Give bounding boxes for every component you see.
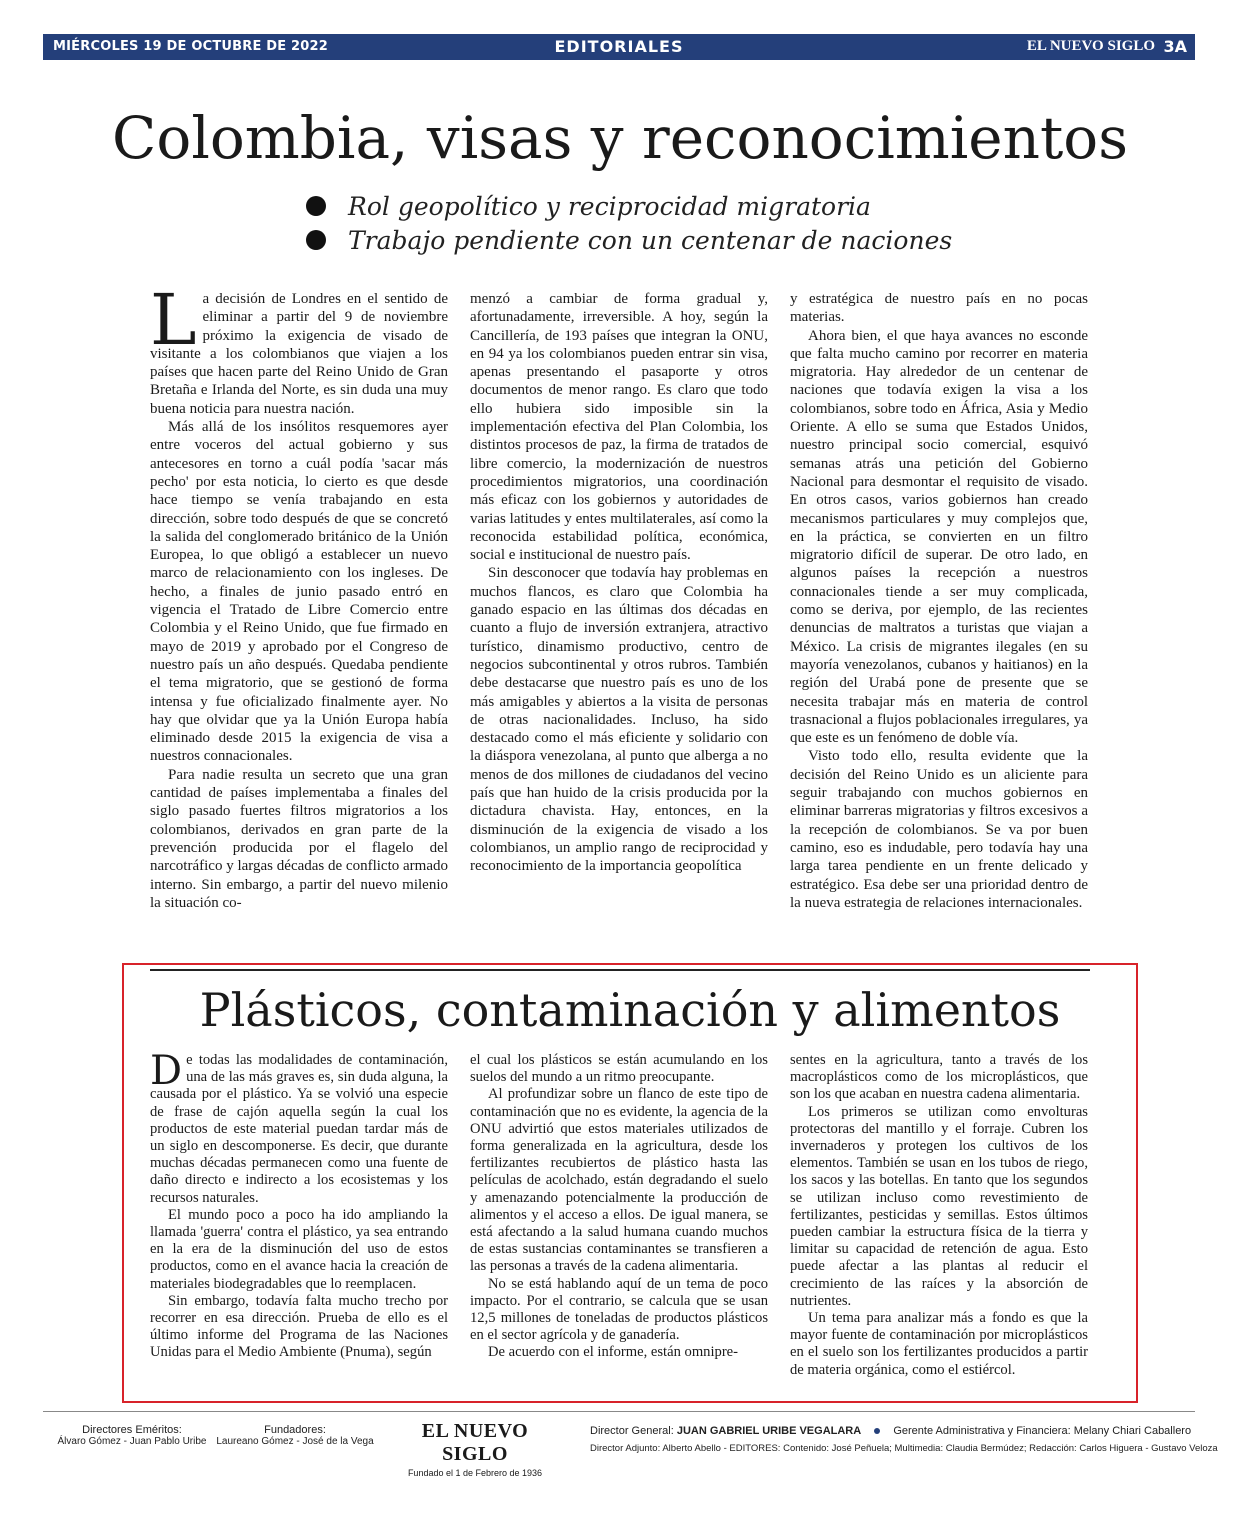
paragraph-text: e todas las modalidades de contaminación, una de las más graves es, sin duda alguna, la causada por el plástico. Ya se volvió una especie de frase de cajón aquella según la cual los productos de este material puedan tardar más de un siglo en descomponerse. Es decir, que durante muchas décadas permanecen como una fuente de daño directo e indirecto a los ecosistemas y los recursos naturales. [150,1052,448,1206]
editorial-2-column-3 [790,1052,1088,1379]
editorial-1-title: Colombia, visas y reconocimientos [112,104,1128,172]
paragraph: Más allá de los insólitos resquemores ayer entre voceros del actual gobierno y sus antecesores en torno a cuál podía 'sacar más pecho' por esta noticia, lo cierto es que desde hace tiempo se venía trabajando en esta dirección, sobre todo después de que se concretó la salida del conglomerado británico de la Unión Europea, lo que obligó a establecer un nuevo marco de relacionamiento con los ingleses. De hecho, a finales de junio pasado entró en vigencia el Tratado de Libre Comercio entre Colombia y el Reino Unido, que fue firmado en mayo de 2019 y aprobado por el Congreso de nuestro país un año después. Quedaba pendiente el tema migratorio, que se gestionó de forma intensa y fue oficializado finalmente ayer. No hay que olvidar que ya la Unión Europa había eliminado desde 2015 la exigencia de visa a nuestros connacionales. [150,419,448,765]
top-header-bar [43,34,1195,60]
logo-text: EL NUEVO SIGLO [421,1420,529,1465]
separator-dot-icon [874,1428,880,1434]
paragraph: No se está hablando aquí de un tema de poco impacto. Por el contrario, se calcula que se usan 12,5 millones de toneladas de productos plásticos en el sector agrícola y de ganadería. [470,1275,768,1344]
drop-cap: L [150,279,197,361]
staff-line: Director Adjunto: Alberto Abello - EDITORES: Contenido: José Peñuela; Multimedia: Claudia Bermúdez; Redacción: Carlos Higuera - Gustavo Veloza [590,1443,1218,1454]
paragraph: Sin desconocer que todavía hay problemas en muchos flancos, es claro que Colombia ha ganado espacio en las últimas dos décadas en cuanto a flujo de inversión extranjera, atractivo turístico, dinamismo productivo, centro de negocios subcontinental y otros rubros. También debe destacarse que nuestro país es uno de los más amigables y abiertos a la visita de personas de otras nacionalidades. Incluso, ha sido destacado como el más eficiente y solidario con la diáspora venezolana, al punto que alberga a no menos de dos millones de ciudadanos del vecino país que han huido de la crisis producida por la dictadura chavista. Hay, entonces, en la disminución de la exigencia de visado a los colombianos, un amplio rango de reciprocidad y reconocimiento de la importancia geopolítica [470,565,768,875]
section-title: EDITORIALES [554,37,684,56]
paragraph: Para nadie resulta un secreto que una gran cantidad de países implementaba a finales del siglo pasado fuertes filtros migratorios a los colombianos, derivados en gran parte de la prevención producida por el flagelo del narcotráfico y largas décadas de conflicto armado interno. Sin embargo, a partir del nuevo milenio la situación co- [150,766,448,911]
issue-date: MIÉRCOLES 19 DE OCTUBRE DE 2022 [53,39,329,54]
footer-founders [215,1424,375,1447]
manager-label: Gerente Administrativa y Financiera: [893,1425,1071,1437]
paragraph-text: a decisión de Londres en el sentido de eliminar a partir del 9 de noviembre próximo la exigencia de visado de visitante a los colombianos que viajen a los países que hacen parte del Reino Unido de Gran Bretaña e Irlanda del Norte, es sin duda una muy buena noticia para nuestra nación. [150,291,448,417]
paragraph: El mundo poco a poco ha ido ampliando la llamada 'guerra' contra el plástico, ya sea entrando en la era de la disminución del uso de estos productos, como en el avance hacia la creación de materiales biodegradables que lo reemplacen. [150,1206,448,1292]
director-label: Director General: [590,1425,674,1437]
masthead-brand: EL NUEVO SIGLO [1026,38,1155,54]
paragraph [150,279,448,418]
paragraph: el cual los plásticos se están acumulando en los suelos del mundo a un ritmo preocupante. [470,1052,768,1086]
bullet-dot-icon [306,230,326,250]
manager-name: Melany Chiari Caballero [1073,1425,1192,1437]
footer-logo [405,1420,545,1478]
editorial-2-column-2 [470,1052,768,1362]
bullet-dot-icon [306,196,326,216]
editorial-1-column-1 [150,279,448,912]
editorial-2-column-1 [150,1048,448,1362]
emeritus-label: Directores Eméritos: [82,1424,182,1436]
founders-label: Fundadores: [264,1424,326,1436]
summary-text: Rol geopolítico y reciprocidad migratoria [348,191,871,221]
drop-cap: D [150,1048,183,1094]
summary-bullet [306,223,952,257]
paragraph: sentes en la agricultura, tanto a través de los macroplásticos como de los microplásticos, que son los que acaban en nuestra cadena alimentaria. [790,1052,1088,1103]
paragraph: Los primeros se utilizan como envolturas protectoras del mantillo y el forraje. Cubren los invernaderos y protegen los cultivos de los elementos. También se usan en los tubos de riego, los sacos y las botellas. En tanto que los segundos se utilizan incluso como revestimiento de fertilizantes, pesticidas y semillas. Estos últimos pueden cambiar la estructura física de la tierra y limitar su capacidad de retención de agua. Esto puede afectar a las plantas al reducir el crecimiento de las raíces y la absorción de nutrientes. [790,1103,1088,1309]
footer-divider [43,1411,1195,1412]
paragraph [150,1048,448,1207]
editorial-1-column-2 [470,290,768,876]
page-number: 3A [1163,37,1187,56]
paragraph: Ahora bien, el que haya avances no esconde que falta mucho camino por recorrer en materia migratoria. Hay alrededor de un centenar de naciones que todavía exigen la visa a los colombianos, sobre todo en África, Asia y Medio Oriente. A ello se suma que Estados Unidos, nuestro principal socio comercial, esquivó semanas atrás una petición del Gobierno Nacional para desmontar el requisito de visado. En otros casos, varios gobiernos han creado mecanismos particulares y muy complejos que, en la práctica, se convierten en un filtro migratorio difícil de superar. De otro lado, en algunos países la recepción a nuestros connacionales tiende a ser muy complicada, como se deriva, por ejemplo, de las recientes denuncias de maltratos a turistas que viajan a México. La crisis de migrantes ilegales (en su mayoría venezolanos, cubanos y haitianos) en la región del Urabá pone de presente que se necesita trabajar más en materia de control trasnacional a flujos poblacionales irregulares, ya que este es un fenómeno de doble vía. [790,327,1088,747]
paragraph: Un tema para analizar más a fondo es que la mayor fuente de contaminación por microplásticos en el suelo son los fertilizantes producidos a partir de materia orgánica, como el estiércol. [790,1310,1088,1378]
editorial-1-summary [306,189,952,257]
paragraph: menzó a cambiar de forma gradual y, afortunadamente, irreversible. A hoy, según la Cancillería, de 193 países que integran la ONU, en 94 ya los colombianos pueden entrar sin visa, apenas presentando el pasaporte y otros documentos de menor rango. Es claro que todo ello hubiera sido imposible sin la implementación efectiva del Plan Colombia, los distintos procesos de paz, la firma de tratados de libre comercio, la modernización de nuestros procedimientos migratorios, una coordinación más eficaz con los gobiernos y autoridades de varias latitudes y entes multilaterales, así como la reconocida estabilidad política, económica, social e institucional de nuestro país. [470,291,768,564]
footer-staff [590,1425,1218,1454]
director-name: JUAN GABRIEL URIBE VEGALARA [676,1425,862,1437]
summary-text: Trabajo pendiente con un centenar de naciones [348,225,953,255]
paragraph: y estratégica de nuestro país en no pocas materias. [790,291,1088,326]
editorial-1-column-3 [790,290,1088,912]
paragraph: Visto todo ello, resulta evidente que la decisión del Reino Unido es un aliciente para seguir trabajando con muchos gobiernos en eliminar barreras migratorias y filtros excesivos a la recepción de colombianos. Se va por buen camino, eso es indudable, pero todavía hay una larga tarea pendiente en un frente delicado y estratégico. Esa debe ser una prioridad dentro de la nueva estrategia de relaciones internacionales. [790,748,1088,911]
founded-date: Fundado el 1 de Febrero de 1936 [407,1468,543,1478]
founders-names: Laureano Gómez - José de la Vega [216,1436,374,1447]
summary-bullet [306,189,952,223]
section-divider [150,969,1090,971]
emeritus-names: Álvaro Gómez - Juan Pablo Uribe [57,1436,207,1447]
paragraph: Sin embargo, todavía falta mucho trecho por recorrer en esa dirección. Prueba de ello es el último informe del Programa de las Naciones Unidas para el Medio Ambiente (Pnuma), según [150,1292,448,1361]
editorial-2-title: Plásticos, contaminación y alimentos [199,983,1061,1037]
paragraph: De acuerdo con el informe, están omnipre- [488,1344,739,1361]
paragraph: Al profundizar sobre un flanco de este tipo de contaminación que no es evidente, la agencia de la ONU advirtió que estos materiales utilizados de forma generalizada en la agricultura, desde los fertilizantes recubiertos de plástico hasta las películas de acolchado, están degradando el suelo y amenazando potencialmente la producción de alimentos y el acceso a ellos. De igual manera, se está afectando a la salud humana cuando muchos de estas sustancias contaminantes se transfieren a las personas a través de la cadena alimentaria. [470,1086,768,1275]
footer-emeritus [52,1424,212,1447]
